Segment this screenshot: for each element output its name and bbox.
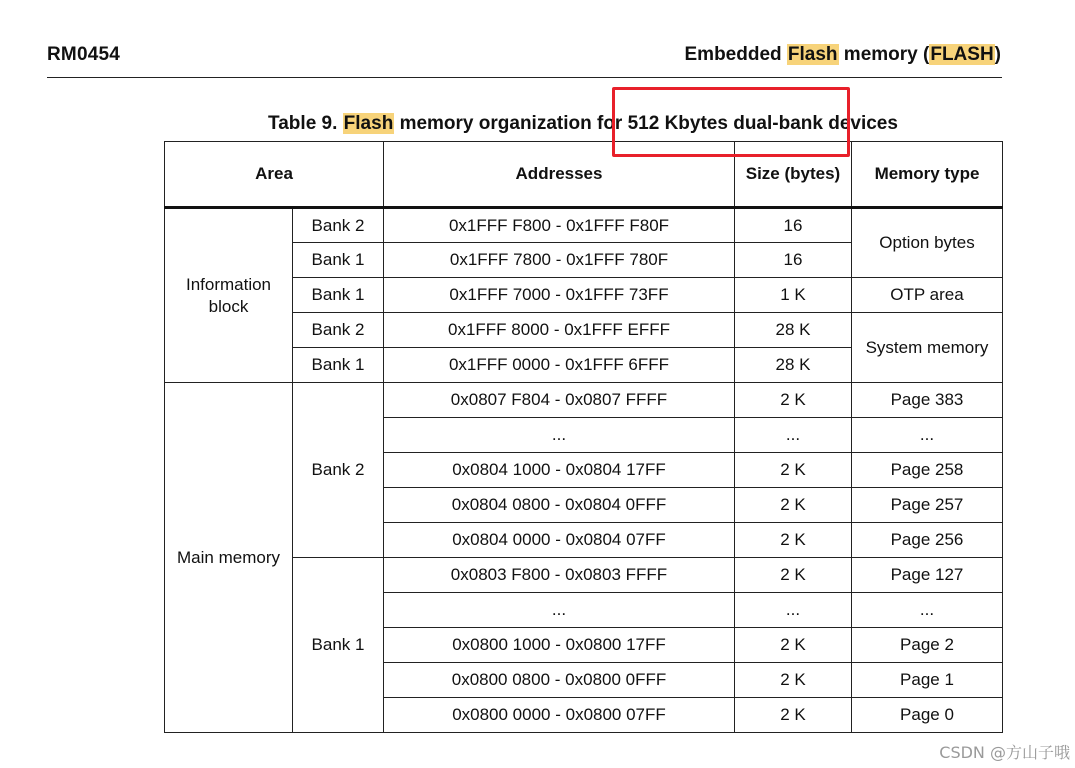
size-cell: ... [735, 593, 852, 628]
size-cell: 28 K [735, 313, 852, 348]
bank-cell: Bank 2 [293, 313, 384, 348]
size-cell: 2 K [735, 558, 852, 593]
size-cell: 2 K [735, 628, 852, 663]
address-cell: 0x0804 1000 - 0x0804 17FF [384, 453, 735, 488]
size-cell: 16 [735, 208, 852, 243]
header-size: Size (bytes) [735, 142, 852, 208]
page-cell: Page 1 [852, 663, 1003, 698]
size-cell: 2 K [735, 453, 852, 488]
flash-memory-table [164, 141, 1003, 733]
doc-id: RM0454 [47, 44, 121, 65]
address-cell: 0x0800 1000 - 0x0800 17FF [384, 628, 735, 663]
bank-cell: Bank 1 [293, 243, 384, 278]
size-cell: 28 K [735, 348, 852, 383]
bank-cell: Bank 1 [293, 348, 384, 383]
address-cell: 0x1FFF 0000 - 0x1FFF 6FFF [384, 348, 735, 383]
page-cell: Page 2 [852, 628, 1003, 663]
address-cell: ... [384, 418, 735, 453]
size-cell: 2 K [735, 383, 852, 418]
size-cell: 2 K [735, 523, 852, 558]
section-title [685, 44, 1002, 66]
table-title-highlight: Flash [343, 113, 394, 134]
section-title-suffix: ) [994, 44, 1001, 65]
table-row [165, 383, 1003, 418]
type-otp-area: OTP area [852, 278, 1003, 313]
bank-1-cell: Bank 1 [293, 558, 384, 733]
header-addresses: Addresses [384, 142, 735, 208]
address-cell: ... [384, 593, 735, 628]
page-cell: ... [852, 593, 1003, 628]
size-cell: 16 [735, 243, 852, 278]
page-cell: Page 256 [852, 523, 1003, 558]
section-title-mid: memory ( [838, 44, 930, 65]
header-area: Area [165, 142, 384, 208]
size-cell: ... [735, 418, 852, 453]
header-memory-type: Memory type [852, 142, 1003, 208]
address-cell: 0x1FFF 7000 - 0x1FFF 73FF [384, 278, 735, 313]
address-cell: 0x0807 F804 - 0x0807 FFFF [384, 383, 735, 418]
table-title-rest: memory organization for 512 Kbytes dual-bank devices [394, 113, 898, 134]
header-rule [47, 77, 1002, 78]
type-system-memory: System memory [852, 313, 1003, 383]
page-cell: Page 258 [852, 453, 1003, 488]
page-cell: Page 383 [852, 383, 1003, 418]
size-cell: 2 K [735, 488, 852, 523]
bank-2-cell: Bank 2 [293, 383, 384, 558]
address-cell: 0x0804 0000 - 0x0804 07FF [384, 523, 735, 558]
red-annotation-box [612, 87, 850, 157]
table-title [164, 113, 1002, 135]
size-cell: 2 K [735, 698, 852, 733]
area-information-block: Information block [165, 208, 293, 383]
address-cell: 0x0803 F800 - 0x0803 FFFF [384, 558, 735, 593]
table-header-row [165, 142, 1003, 208]
type-option-bytes: Option bytes [852, 208, 1003, 278]
page-cell: ... [852, 418, 1003, 453]
search-highlight-flash: Flash [787, 44, 838, 65]
page-cell: Page 0 [852, 698, 1003, 733]
address-cell: 0x1FFF F800 - 0x1FFF F80F [384, 208, 735, 243]
page-cell: Page 127 [852, 558, 1003, 593]
page-cell: Page 257 [852, 488, 1003, 523]
area-main-memory: Main memory [165, 383, 293, 733]
address-cell: 0x0800 0000 - 0x0800 07FF [384, 698, 735, 733]
bank-cell: Bank 2 [293, 208, 384, 243]
address-cell: 0x0804 0800 - 0x0804 0FFF [384, 488, 735, 523]
bank-cell: Bank 1 [293, 278, 384, 313]
table-row [165, 208, 1003, 243]
size-cell: 2 K [735, 663, 852, 698]
size-cell: 1 K [735, 278, 852, 313]
search-highlight-flash-caps: FLASH [930, 44, 994, 65]
address-cell: 0x1FFF 8000 - 0x1FFF EFFF [384, 313, 735, 348]
address-cell: 0x0800 0800 - 0x0800 0FFF [384, 663, 735, 698]
address-cell: 0x1FFF 7800 - 0x1FFF 780F [384, 243, 735, 278]
section-title-prefix: Embedded [684, 44, 787, 65]
table-title-prefix: Table 9. [268, 113, 343, 134]
csdn-watermark: CSDN @方山子哦 [939, 743, 1070, 762]
